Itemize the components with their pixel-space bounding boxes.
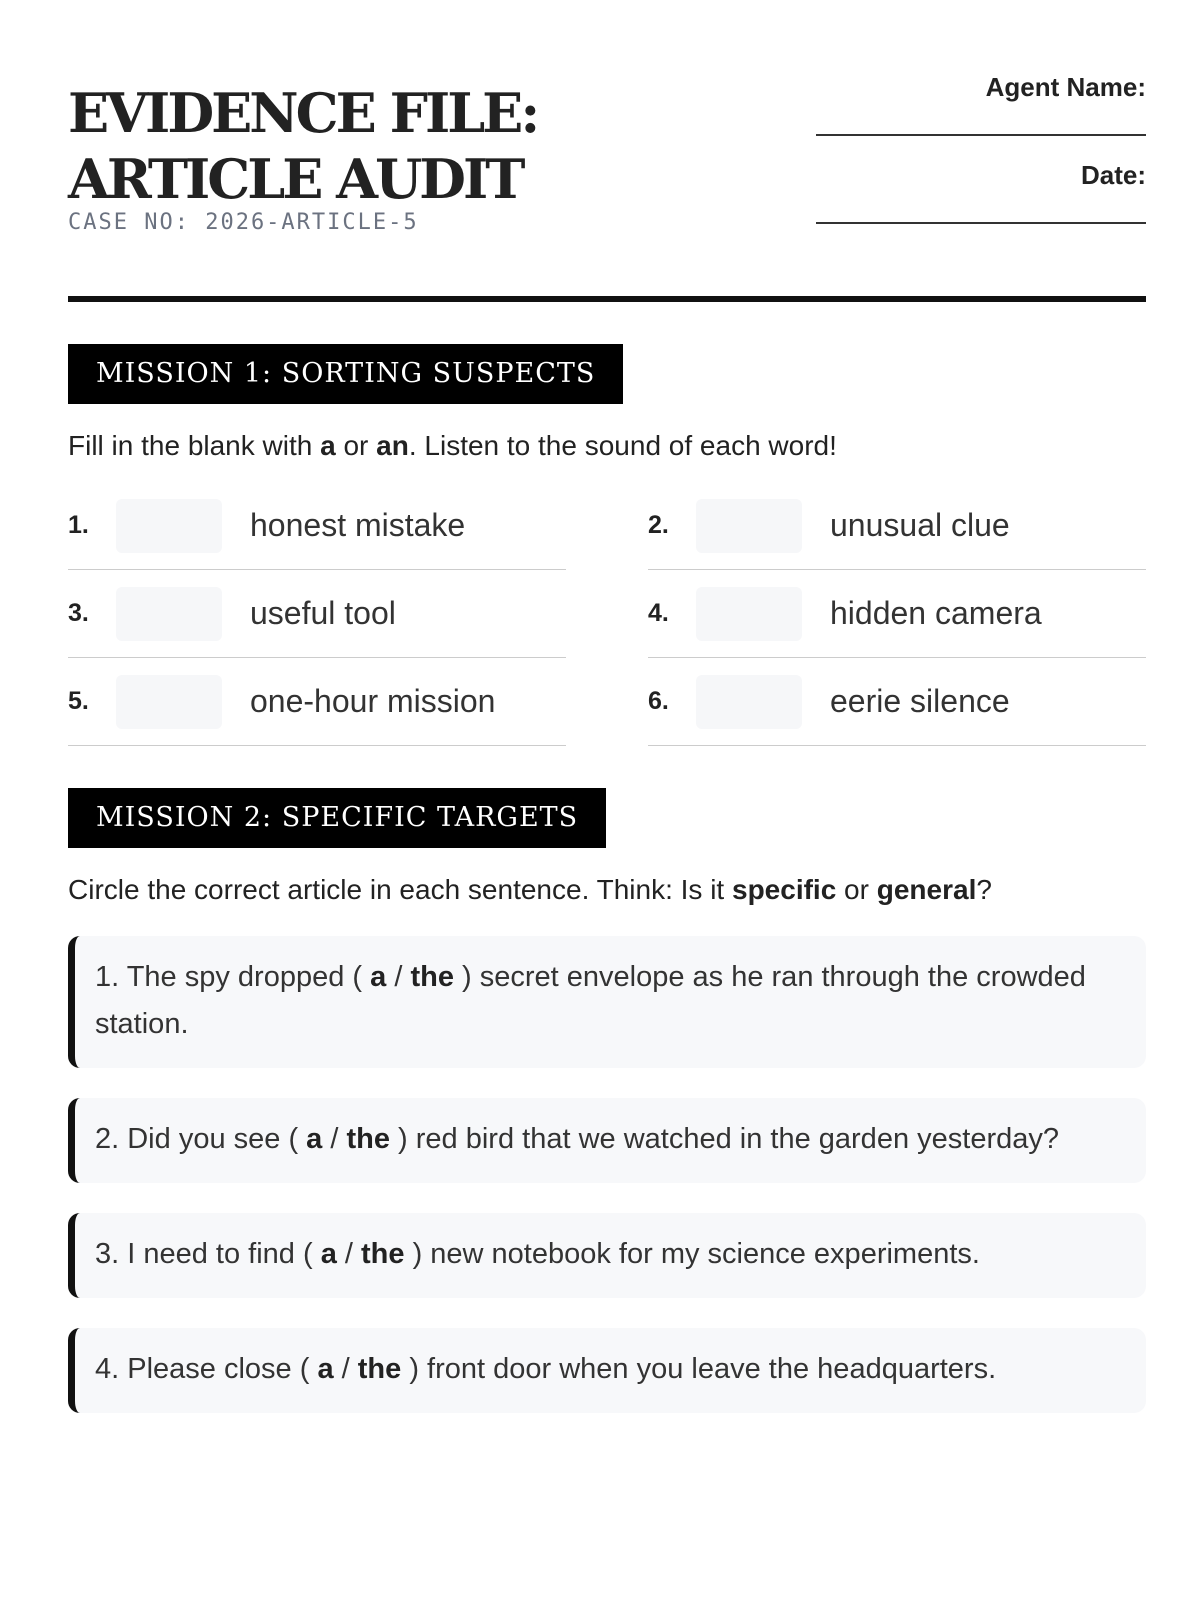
mission-2-sentences [68, 936, 1146, 1413]
choice-close: ) [389, 1123, 408, 1155]
student-fields [816, 70, 1146, 246]
answer-blank[interactable] [116, 675, 222, 729]
mission-2-instr-or: or [836, 874, 877, 905]
item-word: eerie silence [830, 683, 1010, 719]
choice-separator: / [336, 1238, 362, 1270]
mission-2-instr-general: general [876, 874, 977, 905]
list-item [68, 482, 566, 570]
item-number: 2. [648, 511, 669, 539]
mission-1-items [68, 482, 1146, 746]
choice-the[interactable]: the [357, 1353, 402, 1385]
sentence-card [68, 1328, 1146, 1413]
choice-separator: / [386, 961, 411, 993]
item-word: honest mistake [250, 507, 466, 543]
choice-the[interactable]: the [410, 961, 454, 993]
mission-1-banner: MISSION 1: SORTING SUSPECTS [68, 344, 623, 404]
choice-the[interactable]: the [346, 1123, 390, 1155]
item-number: 3. [68, 599, 89, 627]
sentence-post: secret envelope as he ran through the crowded station. [95, 961, 1086, 1040]
item-word: hidden camera [830, 595, 1042, 631]
item-word: unusual clue [830, 507, 1010, 543]
mission-1-instructions [68, 428, 1146, 464]
list-item [648, 570, 1146, 658]
choice-open: ( [299, 1353, 318, 1385]
choice-open: ( [288, 1123, 307, 1155]
item-word: one-hour mission [250, 683, 496, 719]
sentence-pre: 2. Did you see [95, 1123, 289, 1155]
choice-the[interactable]: the [361, 1238, 405, 1270]
list-item [68, 658, 566, 746]
sentence-post: front door when you leave the headquarters. [418, 1353, 997, 1385]
choice-close: ) [401, 1353, 419, 1385]
mission-1-section [68, 344, 1146, 746]
item-number: 4. [648, 599, 669, 627]
agent-name-line[interactable] [816, 104, 1146, 136]
date-label: Date: [1080, 160, 1146, 190]
choice-separator: / [322, 1123, 347, 1155]
header-divider [68, 296, 1146, 302]
answer-blank[interactable] [116, 587, 222, 641]
sentence-post: red bird that we watched in the garden yesterday? [407, 1123, 1059, 1155]
mission-2-instr-pre: Circle the correct article in each sentence. Think: Is it [68, 874, 732, 905]
sentence-card [68, 1098, 1146, 1183]
answer-blank[interactable] [696, 499, 802, 553]
choice-separator: / [333, 1353, 358, 1385]
answer-blank[interactable] [116, 499, 222, 553]
sentence-pre: 4. Please close [95, 1353, 300, 1385]
case-number: CASE NO: 2026-ARTICLE-5 [68, 210, 419, 235]
sentence-post: new notebook for my science experiments. [422, 1238, 980, 1270]
mission-2-instr-post: ? [976, 874, 992, 905]
choice-open: ( [302, 1238, 321, 1270]
mission-2-banner: MISSION 2: SPECIFIC TARGETS [68, 788, 606, 848]
sentence-pre: 3. I need to find [95, 1238, 303, 1270]
choice-a[interactable]: a [317, 1353, 334, 1385]
mission-1-instr-a: a [320, 430, 336, 461]
mission-1-instr-post: . Listen to the sound of each word! [408, 430, 837, 461]
mission-1-instr-or: or [335, 430, 377, 461]
mission-1-instr-an: an [376, 430, 409, 461]
item-word: useful tool [250, 595, 396, 631]
choice-close: ) [453, 961, 472, 993]
item-number: 6. [648, 687, 669, 715]
answer-blank[interactable] [696, 675, 802, 729]
agent-name-label: Agent Name: [985, 72, 1146, 102]
sentence-card [68, 1213, 1146, 1298]
choice-a[interactable]: a [306, 1123, 323, 1155]
sentence-pre: 1. The spy dropped [95, 961, 353, 993]
item-number: 1. [68, 511, 89, 539]
title-line-2: ARTICLE AUDIT [68, 147, 523, 211]
list-item [648, 482, 1146, 570]
mission-2-section [68, 788, 1146, 1413]
choice-a[interactable]: a [320, 1238, 337, 1270]
sentence-card [68, 936, 1146, 1068]
list-item [648, 658, 1146, 746]
title-line-1: EVIDENCE FILE: [68, 81, 538, 145]
item-number: 5. [68, 687, 89, 715]
worksheet-page [68, 0, 1146, 1443]
choice-close: ) [404, 1238, 423, 1270]
date-line[interactable] [816, 192, 1146, 224]
list-item [68, 570, 566, 658]
mission-2-instructions [68, 872, 1146, 908]
choice-open: ( [352, 961, 371, 993]
mission-2-instr-specific: specific [732, 874, 837, 905]
choice-a[interactable]: a [370, 961, 387, 993]
mission-1-instr-pre: Fill in the blank with [68, 430, 321, 461]
answer-blank[interactable] [696, 587, 802, 641]
worksheet-header [68, 0, 1146, 302]
page-title [68, 80, 537, 212]
